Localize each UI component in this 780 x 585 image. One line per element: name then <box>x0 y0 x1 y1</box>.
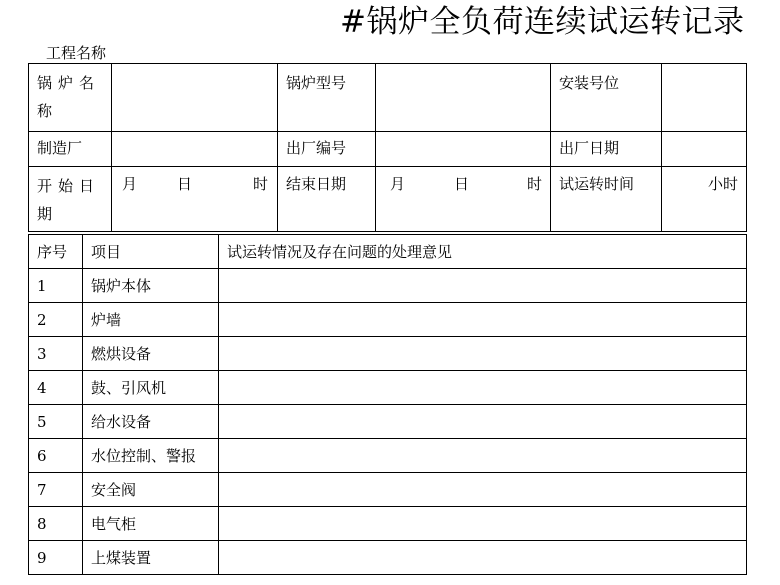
end-date-label: 结束日期 <box>286 175 347 193</box>
row-item: 给水设备 <box>83 405 219 439</box>
install-position-label-cell <box>551 64 662 132</box>
col-header-opinion: 试运转情况及存在问题的处理意见 <box>219 235 747 269</box>
row-item: 鼓、引风机 <box>83 371 219 405</box>
factory-number-field[interactable] <box>376 132 551 167</box>
row-number: 4 <box>29 371 83 405</box>
factory-number-label: 出厂编号 <box>286 139 347 157</box>
end-day-unit: 日 <box>454 175 470 193</box>
table-header-row <box>29 235 747 269</box>
row-item: 锅炉本体 <box>83 269 219 303</box>
row-number: 8 <box>29 507 83 541</box>
table-row <box>29 507 747 541</box>
row-item: 上煤装置 <box>83 541 219 575</box>
boiler-name-label-cell <box>29 64 112 132</box>
start-date-label: 开始日期 <box>37 177 101 223</box>
start-date-label-cell <box>29 167 112 232</box>
row-number: 5 <box>29 405 83 439</box>
row-opinion-field[interactable] <box>219 405 747 439</box>
table-row <box>29 269 747 303</box>
factory-date-label-cell <box>551 132 662 167</box>
col-header-no: 序号 <box>29 235 83 269</box>
end-date-label-cell <box>278 167 376 232</box>
row-opinion-field[interactable] <box>219 371 747 405</box>
trial-hours-unit: 小时 <box>707 175 738 193</box>
install-position-field[interactable] <box>662 64 747 132</box>
manufacturer-label: 制造厂 <box>37 139 83 157</box>
start-date-field[interactable] <box>112 167 278 232</box>
table-row <box>29 371 747 405</box>
trial-time-label: 试运转时间 <box>559 175 635 193</box>
boiler-name-field[interactable] <box>112 64 278 132</box>
row-opinion-field[interactable] <box>219 337 747 371</box>
manufacturer-field[interactable] <box>112 132 278 167</box>
factory-date-label: 出厂日期 <box>559 139 620 157</box>
row-opinion-field[interactable] <box>219 473 747 507</box>
row-number: 7 <box>29 473 83 507</box>
page-title: #锅炉全负荷连续试运转记录 <box>340 4 745 40</box>
factory-number-label-cell <box>278 132 376 167</box>
manufacturer-label-cell <box>29 132 112 167</box>
row-item: 电气柜 <box>83 507 219 541</box>
row-opinion-field[interactable] <box>219 269 747 303</box>
row-item: 水位控制、警报 <box>83 439 219 473</box>
end-date-field[interactable] <box>376 167 551 232</box>
table-row <box>29 405 747 439</box>
table-row <box>29 303 747 337</box>
table-row <box>29 541 747 575</box>
factory-date-field[interactable] <box>662 132 747 167</box>
row-opinion-field[interactable] <box>219 541 747 575</box>
project-name-label: 工程名称 <box>46 44 107 62</box>
row-number: 2 <box>29 303 83 337</box>
col-header-item: 项目 <box>83 235 219 269</box>
row-number: 1 <box>29 269 83 303</box>
row-opinion-field[interactable] <box>219 507 747 541</box>
row-opinion-field[interactable] <box>219 439 747 473</box>
boiler-model-label: 锅炉型号 <box>286 74 347 92</box>
trial-time-label-cell <box>551 167 662 232</box>
row-item: 燃烘设备 <box>83 337 219 371</box>
start-month-unit: 月 <box>122 175 138 193</box>
row-item: 安全阀 <box>83 473 219 507</box>
row-number: 3 <box>29 337 83 371</box>
start-day-unit: 日 <box>177 175 193 193</box>
install-position-label: 安装号位 <box>559 74 620 92</box>
boiler-info-table <box>28 63 747 232</box>
trial-time-field[interactable] <box>662 167 747 232</box>
end-hour-unit: 时 <box>527 175 543 193</box>
row-opinion-field[interactable] <box>219 303 747 337</box>
row-number: 6 <box>29 439 83 473</box>
start-hour-unit: 时 <box>253 175 269 193</box>
table-row <box>29 439 747 473</box>
end-month-unit: 月 <box>390 175 406 193</box>
table-row <box>29 473 747 507</box>
row-number: 9 <box>29 541 83 575</box>
trial-items-table <box>28 234 747 575</box>
table-row <box>29 337 747 371</box>
boiler-model-label-cell <box>278 64 376 132</box>
boiler-model-field[interactable] <box>376 64 551 132</box>
boiler-name-label: 锅炉名称 <box>37 74 101 120</box>
row-item: 炉墙 <box>83 303 219 337</box>
